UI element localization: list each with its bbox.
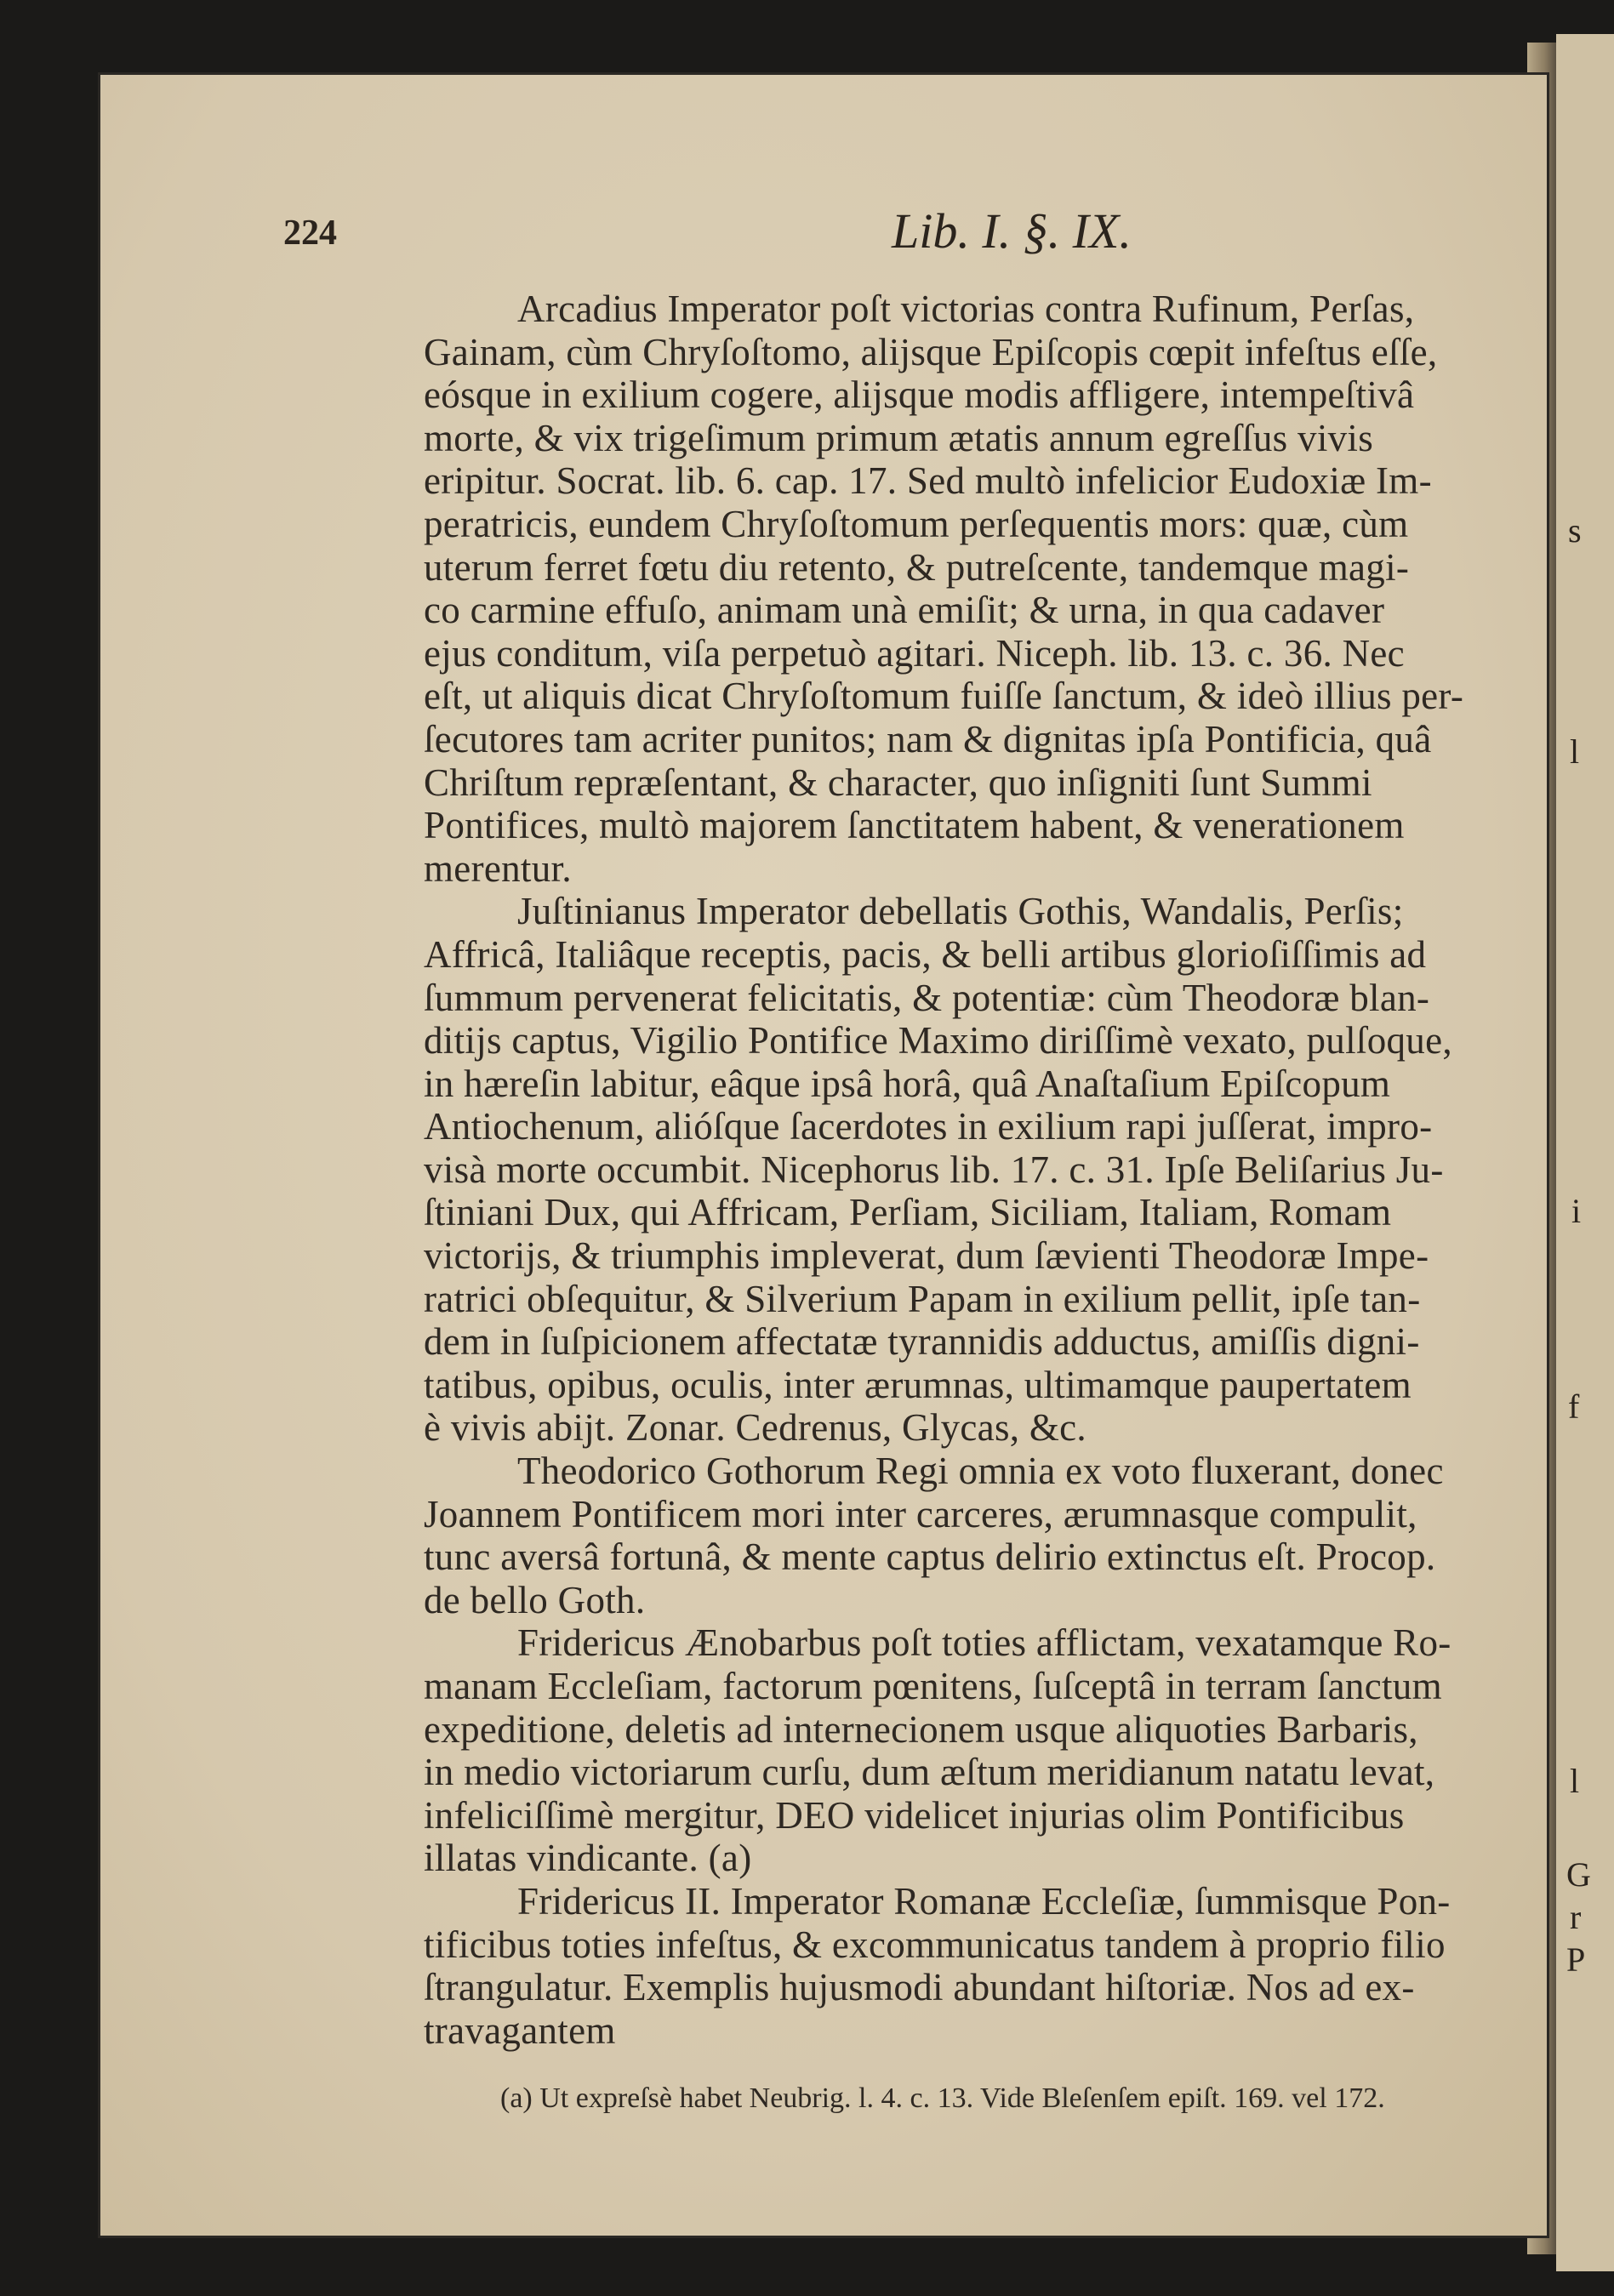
text-line: infeliciſſimè mergitur, DEO videlicet injurias olim Pontificibus xyxy=(424,1793,1405,1837)
facing-glyph: P xyxy=(1566,1940,1586,1979)
running-title: Lib. I. §. IX. xyxy=(892,203,1132,259)
text-line: Gainam, cùm Chryſoſtomo, alijsque Epiſcopis cœpit infeſtus eſſe, xyxy=(424,330,1438,373)
text-line: visà morte occumbit. Nicephorus lib. 17. c. 31. Ipſe Beliſarius Ju- xyxy=(424,1148,1444,1191)
footnote: (a) Ut expreſsè habet Neubrig. l. 4. c. 13. Vide Bleſenſem epiſt. 169. vel 172. xyxy=(500,2082,1385,2114)
text-line: Joannem Pontificem mori inter carceres, ærumnasque compulit, xyxy=(424,1492,1417,1535)
text-line: ejus conditum, viſa perpetuò agitari. Niceph. lib. 13. c. 36. Nec xyxy=(424,631,1405,675)
text-line: victorijs, & triumphis impleverat, dum ſævienti Theodoræ Impe- xyxy=(424,1234,1429,1278)
text-line: ratrici obſequitur, & Silverium Papam in exilium pellit, ipſe tan- xyxy=(424,1277,1421,1320)
text-line: eripitur. Socrat. lib. 6. cap. 17. Sed multò infelicior Eudoxiæ Im- xyxy=(424,459,1432,503)
text-line: Pontifices, multò majorem ſanctitatem habent, & venerationem xyxy=(424,804,1405,847)
text-line: Affricâ, Italiâque receptis, pacis, & belli artibus glorioſiſſimis ad xyxy=(424,932,1427,976)
page-body-text xyxy=(424,288,1589,2052)
text-line: uterum ferret fœtu diu retento, & putreſcente, tandemque magi- xyxy=(424,545,1410,589)
text-line: eósque in exilium cogere, alijsque modis affligere, intempeſtivâ xyxy=(424,373,1415,417)
text-line: in hæreſin labitur, eâque ipsâ horâ, quâ Anaſtaſium Epiſcopum xyxy=(424,1062,1391,1105)
text-line: tificibus toties infeſtus, & excommunicatus tandem à proprio filio xyxy=(424,1923,1446,1966)
text-line: è vivis abijt. Zonar. Cedrenus, Glycas, &c. xyxy=(424,1406,1086,1450)
facing-glyph: l xyxy=(1570,732,1580,771)
text-line: ſecutores tam acriter punitos; nam & dignitas ipſa Pontificia, quâ xyxy=(424,717,1432,761)
text-line: ſtrangulatur. Exemplis hujusmodi abundant hiſtoriæ. Nos ad ex- xyxy=(424,1966,1415,2009)
text-line: Chriſtum repræſentant, & character, quo inſigniti ſunt Summi xyxy=(424,761,1372,804)
text-line: Arcadius Imperator poſt victorias contra Rufinum, Perſas, xyxy=(517,288,1415,330)
text-line: Fridericus Ænobarbus poſt toties afflictam, vexatamque Ro- xyxy=(517,1621,1451,1665)
text-line: de bello Goth. xyxy=(424,1578,646,1621)
facing-glyph: G xyxy=(1566,1855,1591,1894)
page-number: 224 xyxy=(283,214,337,253)
facing-glyph: i xyxy=(1571,1192,1582,1230)
facing-glyph: l xyxy=(1570,1762,1580,1800)
text-line: ſummum pervenerat felicitatis, & potentiæ: cùm Theodoræ blan- xyxy=(424,976,1430,1019)
text-line: merentur. xyxy=(424,846,572,890)
text-line: Antiochenum, alióſque ſacerdotes in exilium rapi juſſerat, impro- xyxy=(424,1105,1433,1148)
page-header xyxy=(100,202,1547,271)
text-line: manam Eccleſiam, factorum pœnitens, ſuſceptâ in terram ſanctum xyxy=(424,1665,1442,1707)
text-line: ditijs captus, Vigilio Pontifice Maximo diriſſimè vexato, pulſoque, xyxy=(424,1019,1452,1063)
text-line: morte, & vix trigeſimum primum ætatis annum egreſſus vivis xyxy=(424,416,1374,459)
text-line: Theodorico Gothorum Regi omnia ex voto fluxerant, donec xyxy=(517,1450,1444,1493)
text-line: peratricis, eundem Chryſoſtomum perſequentis mors: quæ, cùm xyxy=(424,502,1409,545)
text-line: illatas vindicante. (a) xyxy=(424,1837,752,1880)
text-line: Juſtinianus Imperator debellatis Gothis, Wandalis, Perſis; xyxy=(517,890,1404,933)
text-line: eſt, ut aliquis dicat Chryſoſtomum fuiſſe ſanctum, & ideò illius per- xyxy=(424,675,1464,718)
text-line: dem in ſuſpicionem affectatæ tyrannidis adductus, amiſſis digni- xyxy=(424,1320,1420,1364)
text-line: travagantem xyxy=(424,2008,616,2052)
facing-glyph: r xyxy=(1570,1898,1582,1936)
text-line: expeditione, deletis ad internecionem usque aliquoties Barbaris, xyxy=(424,1707,1418,1751)
text-line: in medio victoriarum curſu, dum æſtum meridianum natatu levat, xyxy=(424,1751,1435,1794)
text-line: tatibus, opibus, oculis, inter ærumnas, ultimamque paupertatem xyxy=(424,1363,1412,1406)
text-line: ſtiniani Dux, qui Affricam, Perſiam, Siciliam, Italiam, Romam xyxy=(424,1191,1392,1234)
facing-glyph: f xyxy=(1568,1387,1580,1426)
book-page xyxy=(100,75,1547,2236)
text-line: co carmine effuſo, animam unà emiſit; & urna, in qua cadaver xyxy=(424,589,1385,632)
text-line: Fridericus II. Imperator Romanæ Eccleſiæ, ſummisque Pon- xyxy=(517,1879,1451,1923)
facing-glyph: s xyxy=(1568,511,1582,550)
text-line: tunc aversâ fortunâ, & mente captus delirio extinctus eſt. Procop. xyxy=(424,1535,1436,1579)
